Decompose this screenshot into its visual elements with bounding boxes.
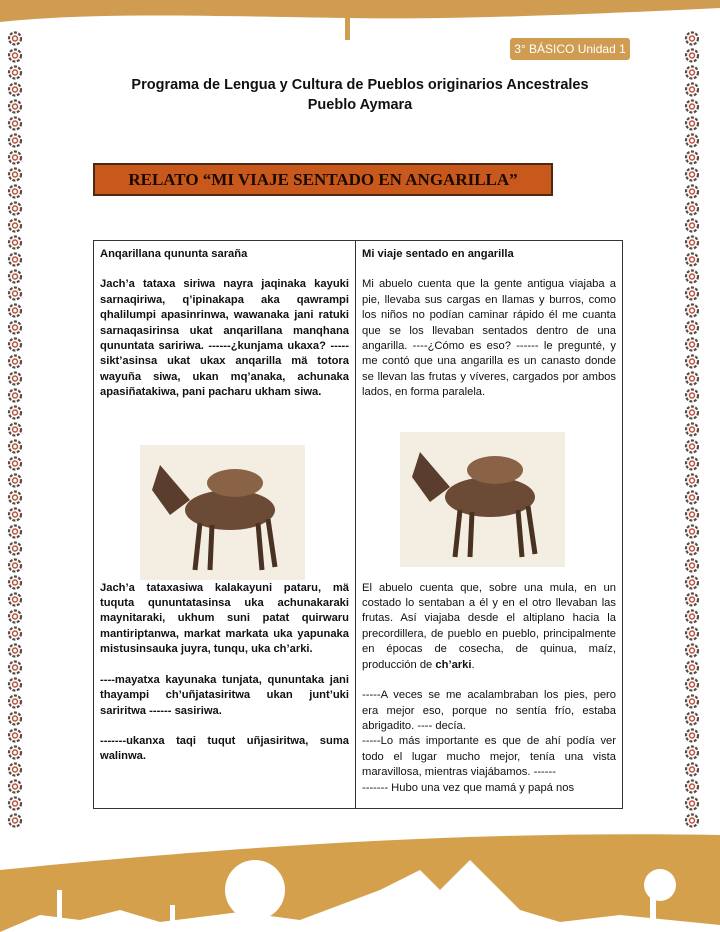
right-aymara-pattern-border bbox=[679, 30, 705, 830]
story-title: RELATO “MI VIAJE SENTADO EN ANGARILLA” bbox=[93, 163, 553, 196]
spanish-paragraph: -----Lo más importante es que de ahí podía ver todo el lugar mucho mejor, tenía una vista maravillosa, mientras viajábamos. ------ bbox=[362, 735, 616, 779]
top-decorative-band bbox=[0, 0, 720, 40]
donkey-with-baskets-illustration bbox=[400, 432, 565, 567]
footer-landscape-silhouette bbox=[0, 830, 720, 932]
spanish-paragraph: Mi abuelo cuenta que la gente antigua viajaba a pie, llevaba sus cargas en llamas y burros, como los niños no podían caminar rápido él me cuanta que se los llevaban sentados dentro de una angarilla. ----¿Cómo es eso? ------ le pregunté, y me contó que una angarilla es un canasto donde se llevan las frutas y víveres, cargados por ambos lados, en forma paralela. bbox=[362, 278, 616, 399]
aymara-paragraph: Jach’a tataxasiwa kalakayuni pataru, mä tuquta qununtatasinsa uka achunakaraki maynitaraki, ukhum suni patat quirwaru mantiriptanwa, markat markata uka yapunaka mistusinsauka juyra, tunqu, uka ch’arki. bbox=[100, 581, 349, 656]
program-title: Programa de Lengua y Cultura de Pueblos originarios Ancestrales bbox=[131, 77, 589, 93]
spanish-paragraph: -----A veces se me acalambraban los pies, pero era mejor eso, porque no sentía frío, estaba abrigadito. ---- decía. bbox=[362, 689, 616, 732]
people-subtitle: Pueblo Aymara bbox=[307, 97, 413, 113]
aymara-paragraph: Jach’a tataxa siriwa nayra jaqinaka kayuki sarnaqiriwa, q’ipinakapa aka qawrampi qhalilumpi apasinrinwa, wawanaka jani ratuki sarnaqasirinsa ukat anqarillana manqhana qununtata saririwa. ------¿kunjama ukaxa? ----- sikt’asinsa ukat ukax anqarilla mä totora wayuña siwa, ukan mq’anaka, achunaka apasiñatakiwa, pani pacharu ukham siwa. bbox=[100, 278, 349, 399]
aymara-paragraph: ----mayatxa kayunaka tunjata, qununtaka jani thayampi ch’uñjatasiritwa ukan junt’uki sariritwa ------ sasiriwa. bbox=[100, 673, 349, 717]
aymara-heading: Anqarillana qununta saraña bbox=[100, 248, 248, 260]
spanish-heading: Mi viaje sentado en angarilla bbox=[362, 248, 514, 260]
left-aymara-pattern-border bbox=[2, 30, 28, 830]
donkey-with-baskets-illustration bbox=[140, 445, 305, 580]
spanish-paragraph: ------- Hubo una vez que mamá y papá nos bbox=[362, 781, 575, 794]
aymara-paragraph: -------ukanxa taqi tuqut uñjasiritwa, suma walinwa. bbox=[100, 734, 349, 763]
grade-unit-badge: 3° BÁSICO Unidad 1 bbox=[510, 38, 630, 60]
spanish-paragraph: El abuelo cuenta que, sobre una mula, en un costado lo sentaban a él y en el otro llevaban las frutas. Así viajaba desde el altiplano hacia la precordillera, de pueblo en pueblo, principalmente en épocas de cosecha, de quinua, maíz, producción de ch’arki. bbox=[362, 581, 616, 671]
